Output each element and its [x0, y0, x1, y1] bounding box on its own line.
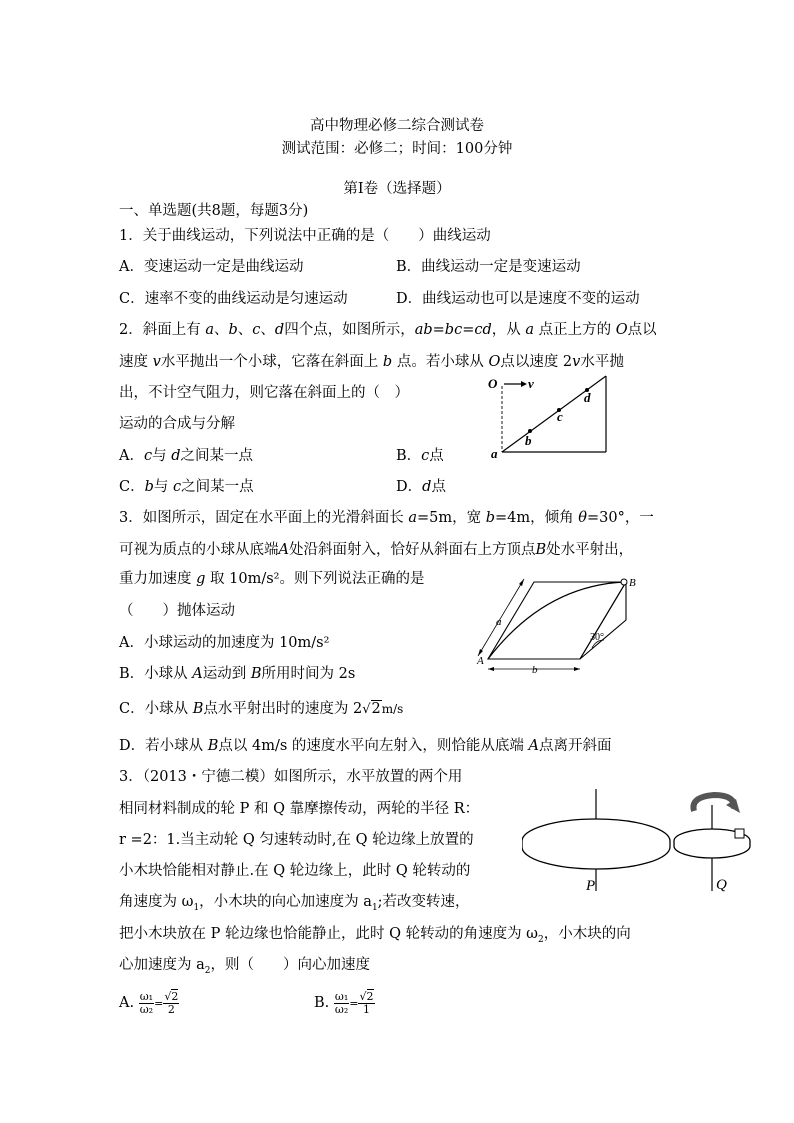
fig-label-d: d	[584, 390, 591, 405]
fig-label-width-b: b	[532, 664, 538, 674]
q1-option-d: D．曲线运动也可以是速度不变的运动	[396, 291, 640, 307]
q4-stem-line6: 把小木块放在 P 轮边缘也恰能静止，此时 Q 轮转动的角速度为 $\omega_2$，小木块的向	[119, 926, 631, 945]
fig-label-angle: 30°	[590, 632, 604, 643]
q4-stem-line2: 相同材料制成的轮 P 和 Q 靠摩擦传动，两轮的半径 R：	[119, 801, 480, 817]
q3-option-c: C．小球从 B点水平射出时的速度为 2√2m/s	[119, 701, 404, 717]
q3-option-a: A．小球运动的加速度为 10m/s²	[119, 635, 330, 651]
fig-label-v: v	[528, 376, 534, 391]
fig-label-a: a	[491, 446, 498, 461]
q4-stem-line3: r =2：1.当主动轮 Q 匀速转动时,在 Q 轮边缘上放置的	[119, 832, 474, 848]
q3-option-d: D．若小球从 B点以 4m/s 的速度水平向左射入，则恰能从底端 A点离开斜面	[119, 738, 612, 754]
q2-option-a: A．c与 d之间某一点	[119, 448, 254, 464]
q2-option-b: B．c点	[396, 448, 444, 464]
q3-incline-figure	[474, 574, 638, 674]
q4-stem-line4: 小木块恰能相对静止.在 Q 轮边缘上，此时 Q 轮转动的	[119, 863, 471, 879]
fig-label-P: P	[586, 878, 596, 894]
q4-stem-line7: 心加速度为 $a_2$，则（ ）向心加速度	[119, 957, 370, 976]
fig-label-c: c	[557, 409, 563, 424]
fig-label-B: B	[629, 577, 636, 589]
q3-topic-tag: （ ）抛体运动	[119, 603, 235, 619]
q3-stem-line2: 可视为质点的小球从底端A处沿斜面射入，恰好从斜面右上方顶点B处水平射出，	[119, 542, 634, 558]
fig-label-Q: Q	[716, 877, 727, 893]
q4-stem-line5: 角速度为 $\omega_1$，小木块的向心加速度为 $a_1$;若改变转速，	[119, 894, 470, 913]
q2-option-d: D．d点	[396, 479, 446, 495]
q3-stem-line1: 3．如图所示，固定在水平面上的光滑斜面长 a=5m，宽 b=4m，倾角 θ=30°，一	[119, 510, 654, 526]
q4-option-a: A. $\frac{\text{ω₁}}{\text{ω₂}}$ = $\frac{√2}{2}$	[119, 989, 179, 1016]
fig-label-b: b	[525, 433, 532, 448]
q2-option-c: C．b与 c之间某一点	[119, 479, 254, 495]
q2-topic-tag: 运动的合成与分解	[119, 416, 235, 432]
q1-option-c: C．速率不变的曲线运动是匀速运动	[119, 291, 348, 307]
q2-slope-figure	[486, 370, 616, 462]
section-heading: 第Ⅰ卷（选择题）	[343, 181, 451, 197]
q1-option-b: B．曲线运动一定是变速运动	[396, 259, 581, 275]
q1-stem: 1．关于曲线运动，下列说法中正确的是（ ）曲线运动	[119, 228, 491, 244]
page-subtitle: 测试范围：必修二；时间：100分钟	[281, 141, 513, 157]
q2-stem-line2: 速度 v水平抛出一个小球，它落在斜面上 b 点。若小球从 O点以速度 2v水平抛	[119, 354, 624, 370]
part-heading: 一、单选题(共8题，每题3分)	[119, 203, 309, 219]
q4-wheels-figure	[522, 783, 772, 895]
q4-stem-line1: 3．（2013・宁德二模）如图所示，水平放置的两个用	[119, 769, 463, 785]
q2-stem-line1: 2．斜面上有 a、b、c、d四个点，如图所示，ab=bc=cd，从 a 点正上方的 O点以	[119, 322, 657, 338]
q1-option-a: A．变速运动一定是曲线运动	[119, 259, 304, 275]
q2-stem-line3: 出，不计空气阻力，则它落在斜面上的（ ）	[119, 385, 409, 401]
fig-label-length-a: a	[496, 616, 502, 628]
fig-label-O: O	[488, 376, 498, 391]
fig-label-A: A	[477, 655, 484, 667]
q4-option-b: B. $\frac{\text{ω₁}}{\text{ω₂}}$ = $\frac{√2}{1}$	[314, 989, 374, 1016]
page-title: 高中物理必修二综合测试卷	[310, 118, 484, 134]
q3-stem-line3: 重力加速度 g 取 10m/s²。则下列说法正确的是	[119, 571, 425, 587]
q3-option-b: B．小球从 A运动到 B所用时间为 2s	[119, 666, 356, 682]
